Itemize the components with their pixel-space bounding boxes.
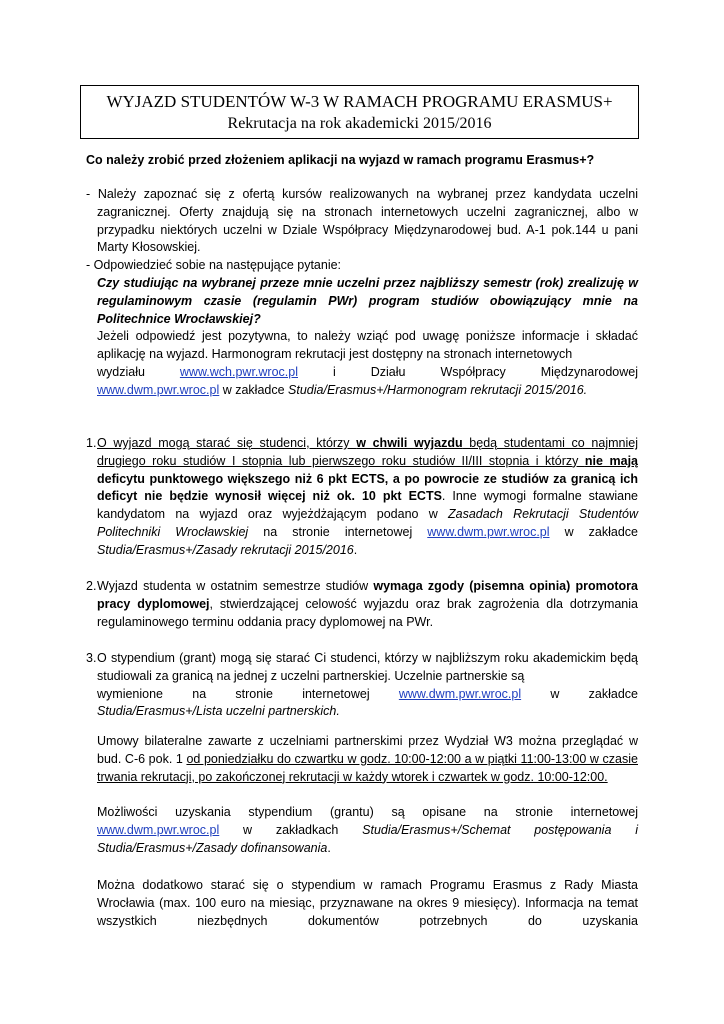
item-1-body: O wyjazd mogą starać się studenci, którzy w chwili wyjazdu będą studentami co najmniej drugiego roku studiów I stopnia lub pierwszego roku studiów II/III stopnia i którzy nie mają deficytu punktowego większego niż 6 pkt ECTS, a po powrocie ze studiów za granicą ich deficyt nie będzie wynosił więcej niż ok. 10 pkt ECTS. Inne wymogi formalne stawiane kandydatom na wyjazd oraz wyjeżdżającym podano w Zasadach Rekrutacji Studentów Politechniki Wrocławskiej na stronie internetowej www.dwm.pwr.wroc.pl w zakładce Studia/Erasmus+/Zasady rekrutacji 2015/2016. [97,436,639,557]
page-subtitle: Rekrutacja na rok akademicki 2015/2016 [227,115,492,132]
harmonogram-path: Studia/Erasmus+/Harmonogram rekrutacji 2015/2016. [288,382,588,397]
page-title: WYJAZD STUDENTÓW W-3 W RAMACH PROGRAMU ERASMUS+ [106,92,613,111]
harmonogram-line: www.dwm.pwr.wroc.pl w zakładce Studia/Erasmus+/Harmonogram rekrutacji 2015/2016. [97,382,588,397]
item-1-number: 1. [86,436,97,450]
intro-section [86,186,638,400]
question-heading [86,152,638,170]
item-2 [86,578,638,631]
item-3-body: O stypendium (grant) mogą się starać Ci studenci, którzy w najbliższym roku akademickim będą studiowali za granicą na jednej z uczelni partnerskiej. Uczelnie partnerskie są [97,651,638,683]
item-3-path: Studia/Erasmus+/Lista uczelni partnerskich. [97,704,340,719]
word-i: i [332,364,336,379]
word-wspolpracy: Współpracy [440,364,506,379]
word-wydzialu: wydziału [97,364,145,379]
intro-bullet-1: - Należy zapoznać się z ofertą kursów realizowanych na wybranej przez kandydata uczelni zagranicznej. Oferty znajdują się na stronach internetowych uczelni zagranicznej, albo w przypadku niektórych uczelni w Dziale Współpracy Międzynarodowej bud. A-1 pok.144 u pani Marty Kłosowskiej. [86,187,638,255]
question-text: Co należy zrobić przed złożeniem aplikacji na wyjazd w ramach programu Erasmus+? [86,153,595,167]
item-2-number: 2. [86,579,97,593]
para-mozliwosci: Możliwości uzyskania stypendium (grantu) są opisane na stronie internetowej www.dwm.pwr.wroc.pl w zakładkach Studia/Erasmus+/Schemat postępowania i Studia/Erasmus+/Zasady dofinansowania. [97,805,638,855]
item-2-body: Wyjazd studenta w ostatnim semestrze studiów wymaga zgody (pisemna opinia) promotora pracy dyplomowej, stwierdzającej celowość wyjazdu oraz brak zagrożenia dla dotrzymania regulaminowego terminu oddania pracy dyplomowej na PWr. [97,579,638,629]
item-3-number: 3. [86,651,97,665]
bold-question: Czy studiując na wybranej przeze mnie uczelni przez najbliższy semestr (rok) zrealizuję w regulaminowym czasie (regulamin PWr) program studiów obowiązujący mnie na Politechnice Wrocławskiej? [97,275,638,326]
answer-text: Jeżeli odpowiedź jest pozytywna, to należy wziąć pod uwagę poniższe informacje i składać aplikację na wyjazd. Harmonogram rekrutacji jest dostępny na stronach internetowych [97,329,638,362]
link-dwm-schemat[interactable]: www.dwm.pwr.wroc.pl [97,822,220,837]
link-wch[interactable]: www.wch.pwr.wroc.pl [179,364,298,379]
intro-bullet-2: - Odpowiedzieć sobie na następujące pytanie: [86,258,342,273]
link-dwm-zasady[interactable]: www.dwm.pwr.wroc.pl [427,524,550,539]
word-dzialu: Działu [370,364,406,379]
word-miedzynarodowej: Międzynarodowej [540,364,638,379]
links-line [86,364,638,382]
title-box [80,85,639,139]
link-dwm-lista[interactable]: www.dwm.pwr.wroc.pl [398,686,522,701]
item-1 [86,435,638,560]
link-dwm-harmonogram[interactable]: www.dwm.pwr.wroc.pl [97,382,220,397]
para-umowy: Umowy bilateralne zawarte z uczelniami partnerskimi przez Wydział W3 można przeglądać w bud. C-6 pok. 1 od poniedziałku do czwartku w godz. 10:00-12:00 a w piątki 11:00-13:00 w czasie trwania rekrutacji, po zakończonej rekrutacji w każdy wtorek i czwartek w godz. 10:00-12:00. [97,734,638,784]
para-miasto: Można dodatkowo starać się o stypendium w ramach Programu Erasmus z Rady Miasta Wrocławia (max. 100 euro na miesiąc, przyznawane na okres 9 miesięcy). Informacja na temat wszystkich niezbędnych dokumentów potrzebnych do uzyskania [97,878,638,928]
item-3-links-line: wymienione na stronie internetowej www.dwm.pwr.wroc.pl w zakładce [86,686,638,704]
item-3 [86,650,638,721]
